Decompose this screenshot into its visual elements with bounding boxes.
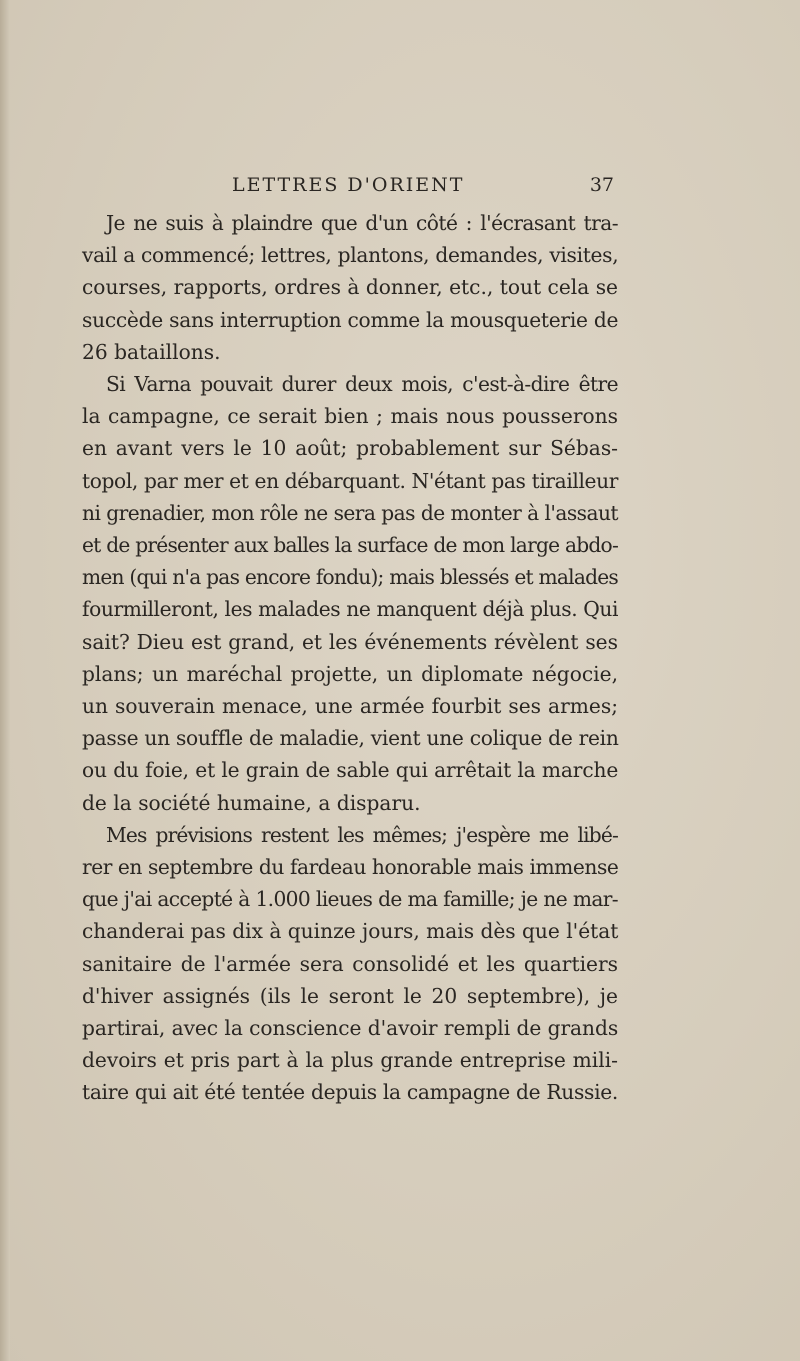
text-line: ou du foie, et le grain de sable qui arrêtait la marche (82, 758, 619, 783)
text-line: vail a commencé; lettres, plantons, demandes, visites, (82, 243, 619, 268)
text-line: que j'ai accepté à 1.000 lieues de ma famille; je ne mar- (82, 887, 618, 912)
text-line: taire qui ait été tentée depuis la campagne de Russie. (82, 1080, 619, 1105)
text-line: d'hiver assignés (ils le seront le 20 septembre), je (82, 983, 618, 1008)
text-line: sait? Dieu est grand, et les événements révèlent ses (82, 629, 618, 654)
paragraph-3 (82, 819, 618, 1109)
text-line: Je ne suis à plaindre que d'un côté : l'écrasant tra- (106, 211, 618, 235)
text-line: courses, rapports, ordres à donner, etc., tout cela se (82, 275, 618, 300)
paragraph-2 (82, 368, 618, 819)
text-line: partirai, avec la conscience d'avoir rempli de grands (82, 1016, 619, 1041)
paragraph-1 (82, 207, 618, 368)
text-line: et de présenter aux balles la surface de mon large abdo- (82, 533, 618, 558)
text-line: passe un souffle de maladie, vient une colique de rein (82, 726, 619, 751)
text-line: fourmilleront, les malades ne manquent déjà plus. Qui (82, 597, 619, 622)
page-number: 37 (589, 174, 614, 196)
text-line: sanitaire de l'armée sera consolidé et les quartiers (82, 951, 618, 976)
page-gutter-shadow (0, 0, 10, 1361)
text-line: topol, par mer et en débarquant. N'étant pas tirailleur (82, 468, 618, 493)
text-line: de la société humaine, a disparu. (82, 790, 421, 815)
text-line: Mes prévisions restent les mêmes; j'espère me libé- (106, 822, 618, 847)
text-line: chanderai pas dix à quinze jours, mais dès que l'état (82, 919, 619, 944)
text-line: Si Varna pouvait durer deux mois, c'est-à-dire être (106, 372, 618, 397)
text-line: 26 bataillons. (82, 339, 221, 364)
running-head-title: LETTRES D'ORIENT (232, 174, 465, 196)
text-line: men (qui n'a pas encore fondu); mais blessés et malades (82, 565, 618, 590)
running-head (82, 174, 622, 202)
text-line: ni grenadier, mon rôle ne sera pas de monter à l'assaut (82, 500, 618, 525)
text-line: la campagne, ce serait bien ; mais nous pousserons (82, 404, 618, 429)
text-line: un souverain menace, une armée fourbit ses armes; (82, 694, 618, 719)
text-line: rer en septembre du fardeau honorable mais immense (82, 855, 619, 880)
text-line: en avant vers le 10 août; probablement sur Sébas- (82, 436, 618, 461)
text-line: plans; un maréchal projette, un diplomate négocie, (82, 661, 618, 686)
text-line: devoirs et pris part à la plus grande entreprise mili- (82, 1048, 618, 1073)
text-line: succède sans interruption comme la mousqueterie de (82, 307, 619, 332)
body-text (82, 207, 618, 1109)
